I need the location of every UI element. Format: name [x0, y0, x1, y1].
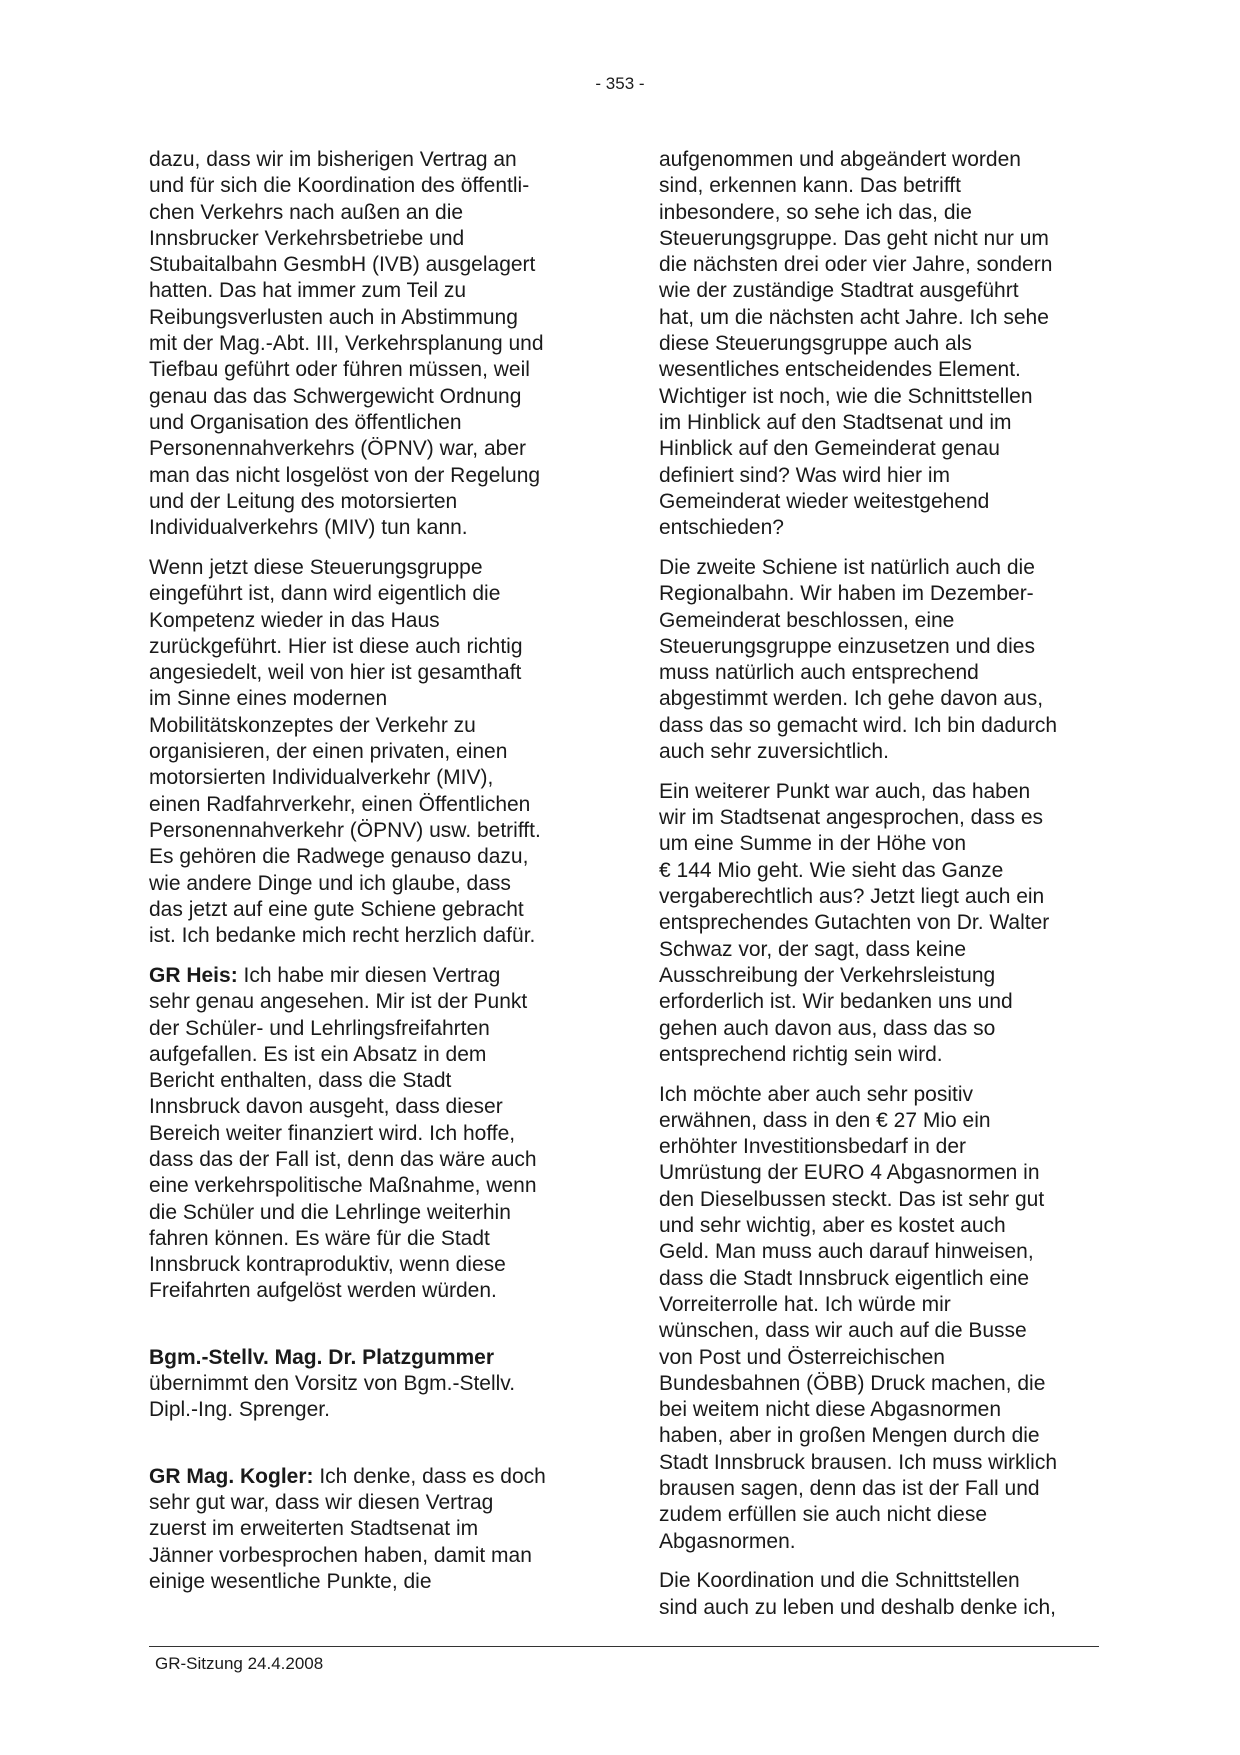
paragraph	[659, 1082, 1099, 1555]
paragraph-line: sehr genau angesehen. Mir ist der Punkt	[149, 990, 528, 1014]
paragraph-line: eingeführt ist, dann wird eigentlich die	[149, 582, 501, 606]
paragraph-line: wünschen, dass wir auch auf die Busse	[659, 1319, 1027, 1343]
paragraph-line: einige wesentliche Punkte, die	[149, 1569, 432, 1593]
paragraph-line: mit der Mag.-Abt. III, Verkehrsplanung und	[149, 332, 544, 356]
speaker-paragraph	[149, 1345, 589, 1424]
paragraph-line: chen Verkehrs nach außen an die	[149, 200, 464, 224]
paragraph-line: Die Koordination und die Schnittstellen	[659, 1569, 1020, 1593]
paragraph-line: auch sehr zuversichtlich.	[659, 740, 889, 764]
paragraph-line: und Organisation des öffentlichen	[149, 410, 462, 434]
paragraph	[659, 555, 1099, 765]
paragraph-line: wie andere Dinge und ich glaube, dass	[149, 871, 511, 895]
paragraph-line: im Sinne eines modernen	[149, 687, 388, 711]
paragraph-line: sehr gut war, dass wir diesen Vertrag	[149, 1490, 494, 1514]
paragraph-line: Gemeinderat beschlossen, eine	[659, 608, 955, 632]
paragraph-line: dass das so gemacht wird. Ich bin dadurch	[659, 713, 1058, 737]
paragraph-line: entschieden?	[659, 516, 784, 540]
page-number: - 353 -	[595, 74, 645, 93]
paragraph-line: man das nicht losgelöst von der Regelung	[149, 463, 541, 487]
paragraph-line: und für sich die Koordination des öffentli-	[149, 174, 530, 198]
paragraph-line: zudem erfüllen sie auch nicht diese	[659, 1503, 988, 1527]
paragraph-line: Steuerungsgruppe einzusetzen und dies	[659, 634, 1035, 658]
paragraph-line: Geld. Man muss auch darauf hinweisen,	[659, 1240, 1034, 1264]
paragraph-line: Ein weiterer Punkt war auch, das haben	[659, 779, 1031, 803]
paragraph-line: muss natürlich auch entsprechend	[659, 661, 979, 685]
paragraph-line: den Dieselbussen steckt. Das ist sehr gut	[659, 1187, 1045, 1211]
paragraph-line: Es gehören die Radwege genauso dazu,	[149, 845, 529, 869]
paragraph-line: Vorreiterrolle hat. Ich würde mir	[659, 1292, 951, 1316]
paragraph-line: sind auch zu leben und deshalb denke ich,	[659, 1595, 1056, 1619]
paragraph-line: Stubaitalbahn GesmbH (IVB) ausgelagert	[149, 253, 536, 277]
paragraph-line: zurückgeführt. Hier ist diese auch richtig	[149, 634, 523, 658]
paragraph-line: von Post und Österreichischen	[659, 1345, 945, 1369]
paragraph-line: bei weitem nicht diese Abgasnormen	[659, 1398, 1002, 1422]
paragraph-line: dass die Stadt Innsbruck eigentlich eine	[659, 1266, 1030, 1290]
paragraph-line: Freifahrten aufgelöst werden würden.	[149, 1279, 497, 1303]
speaker-statement: Ich denke, dass es doch	[313, 1464, 546, 1488]
paragraph-line: hat, um die nächsten acht Jahre. Ich sehe	[659, 305, 1049, 329]
paragraph-line	[149, 963, 589, 989]
paragraph-line: eine verkehrspolitische Maßnahme, wenn	[149, 1174, 537, 1198]
speaker-paragraph	[149, 963, 589, 1305]
paragraph-line: Regionalbahn. Wir haben im Dezember-	[659, 582, 1034, 606]
paragraph-line: Hinblick auf den Gemeinderat genau	[659, 437, 1000, 461]
paragraph-line: und sehr wichtig, aber es kostet auch	[659, 1214, 1006, 1238]
paragraph-line: Bereich weiter finanziert wird. Ich hoffe,	[149, 1121, 516, 1145]
paragraph-line: gehen auch davon aus, dass das so	[659, 1016, 996, 1040]
paragraph-line: Gemeinderat wieder weitestgehend	[659, 489, 990, 513]
paragraph-line: Ausschreibung der Verkehrsleistung	[659, 963, 996, 987]
paragraph-line: motorsierten Individualverkehr (MIV),	[149, 766, 494, 790]
paragraph-line: vergaberechtlich aus? Jetzt liegt auch ein	[659, 885, 1045, 909]
paragraph-line: Personennahverkehrs (ÖPNV) war, aber	[149, 437, 527, 461]
paragraph-line: brausen sagen, denn das ist der Fall und	[659, 1477, 1040, 1501]
paragraph-line: haben, aber in großen Mengen durch die	[659, 1424, 1040, 1448]
paragraph	[659, 1568, 1099, 1621]
paragraph	[149, 555, 589, 949]
paragraph-line: genau das das Schwergewicht Ordnung	[149, 384, 522, 408]
paragraph-line: aufgefallen. Es ist ein Absatz in dem	[149, 1042, 487, 1066]
paragraph-line: Innsbruck davon ausgeht, dass dieser	[149, 1095, 503, 1119]
paragraph-line: Umrüstung der EURO 4 Abgasnormen in	[659, 1161, 1040, 1185]
paragraph-line: zuerst im erweiterten Stadtsenat im	[149, 1517, 479, 1541]
paragraph-line: wie der zuständige Stadtrat ausgeführt	[659, 279, 1019, 303]
paragraph-line: aufgenommen und abgeändert worden	[659, 148, 1021, 171]
paragraph-line: Individualverkehrs (MIV) tun kann.	[149, 516, 468, 540]
paragraph-line: erhöhter Investitionsbedarf in der	[659, 1135, 967, 1159]
paragraph-line: Reibungsverlusten auch in Abstimmung	[149, 305, 518, 329]
paragraph-line: Personennahverkehr (ÖPNV) usw. betrifft.	[149, 818, 541, 842]
paragraph-line: Dipl.-Ing. Sprenger.	[149, 1398, 330, 1422]
paragraph-line: Steuerungsgruppe. Das geht nicht nur um	[659, 226, 1049, 250]
paragraph-line: Schwaz vor, der sagt, dass keine	[659, 937, 966, 961]
paragraph-line: einen Radfahrverkehr, einen Öffentlichen	[149, 792, 531, 816]
paragraph-line: angesiedelt, weil von hier ist gesamthaft	[149, 661, 522, 685]
paragraph-line: Mobilitätskonzeptes der Verkehr zu	[149, 713, 476, 737]
paragraph-line: dazu, dass wir im bisherigen Vertrag an	[149, 148, 517, 171]
paragraph-line	[149, 1464, 589, 1490]
paragraph-line: fahren können. Es wäre für die Stadt	[149, 1226, 490, 1250]
paragraph-line: dass das der Fall ist, denn das wäre auch	[149, 1147, 537, 1171]
paragraph-line: Bericht enthalten, dass die Stadt	[149, 1069, 452, 1093]
paragraph-line: entsprechendes Gutachten von Dr. Walter	[659, 911, 1050, 935]
paragraph-line: das jetzt auf eine gute Schiene gebracht	[149, 897, 524, 921]
paragraph-line: Innsbruck kontraproduktiv, wenn diese	[149, 1253, 506, 1277]
paragraph-line: um eine Summe in der Höhe von	[659, 832, 966, 856]
paragraph-line: Abgasnormen.	[659, 1529, 796, 1553]
paragraph-line: Kompetenz wieder in das Haus	[149, 608, 440, 632]
paragraph-line: übernimmt den Vorsitz von Bgm.-Stellv.	[149, 1372, 516, 1396]
paragraph-line: abgestimmt werden. Ich gehe davon aus,	[659, 687, 1044, 711]
speaker-name: GR Mag. Kogler:	[149, 1464, 314, 1488]
paragraph-line: € 144 Mio geht. Wie sieht das Ganze	[659, 858, 1004, 882]
paragraph	[659, 779, 1099, 1068]
paragraph-line: Wichtiger ist noch, wie die Schnittstellen	[659, 384, 1033, 408]
paragraph-line: Ich möchte aber auch sehr positiv	[659, 1082, 973, 1106]
paragraph	[659, 147, 1099, 541]
paragraph-line: die nächsten drei oder vier Jahre, sondern	[659, 253, 1053, 277]
paragraph-line: wesentliches entscheidendes Element.	[659, 358, 1021, 382]
right-column	[659, 147, 1099, 1635]
footer-session-date: GR-Sitzung 24.4.2008	[155, 1654, 324, 1673]
paragraph-line: der Schüler- und Lehrlingsfreifahrten	[149, 1016, 490, 1040]
paragraph-line: organisieren, der einen privaten, einen	[149, 740, 508, 764]
paragraph-line: Stadt Innsbruck brausen. Ich muss wirklich	[659, 1450, 1057, 1474]
paragraph-line: entsprechend richtig sein wird.	[659, 1042, 943, 1066]
paragraph-line: diese Steuerungsgruppe auch als	[659, 332, 972, 356]
speaker-paragraph	[149, 1464, 589, 1595]
speaker-name: GR Heis:	[149, 963, 238, 987]
paragraph-line: hatten. Das hat immer zum Teil zu	[149, 279, 467, 303]
speaker-statement: Ich habe mir diesen Vertrag	[237, 963, 501, 987]
paragraph-line: erwähnen, dass in den € 27 Mio ein	[659, 1108, 991, 1132]
paragraph	[149, 147, 589, 541]
footer-divider	[149, 1646, 1099, 1647]
speaker-name: Bgm.-Stellv. Mag. Dr. Platzgummer	[149, 1345, 495, 1369]
paragraph-line: Die zweite Schiene ist natürlich auch die	[659, 555, 1035, 579]
left-column	[149, 147, 589, 1609]
paragraph-line	[149, 1345, 589, 1371]
paragraph-line: Bundesbahnen (ÖBB) Druck machen, die	[659, 1371, 1046, 1395]
paragraph-line: ist. Ich bedanke mich recht herzlich dafür.	[149, 924, 536, 948]
paragraph-line: Jänner vorbesprochen haben, damit man	[149, 1543, 532, 1567]
paragraph-line: im Hinblick auf den Stadtsenat und im	[659, 410, 1012, 434]
paragraph-line: Tiefbau geführt oder führen müssen, weil	[149, 358, 530, 382]
paragraph-line: erforderlich ist. Wir bedanken uns und	[659, 990, 1013, 1014]
paragraph-line: sind, erkennen kann. Das betrifft	[659, 174, 961, 198]
paragraph-line: die Schüler und die Lehrlinge weiterhin	[149, 1200, 511, 1224]
paragraph-line: wir im Stadtsenat angesprochen, dass es	[659, 806, 1044, 830]
paragraph-line: Innsbrucker Verkehrsbetriebe und	[149, 226, 465, 250]
paragraph-line: und der Leitung des motorsierten	[149, 489, 458, 513]
paragraph-line: inbesondere, so sehe ich das, die	[659, 200, 972, 224]
paragraph-line: definiert sind? Was wird hier im	[659, 463, 950, 487]
paragraph-line: Wenn jetzt diese Steuerungsgruppe	[149, 555, 483, 579]
